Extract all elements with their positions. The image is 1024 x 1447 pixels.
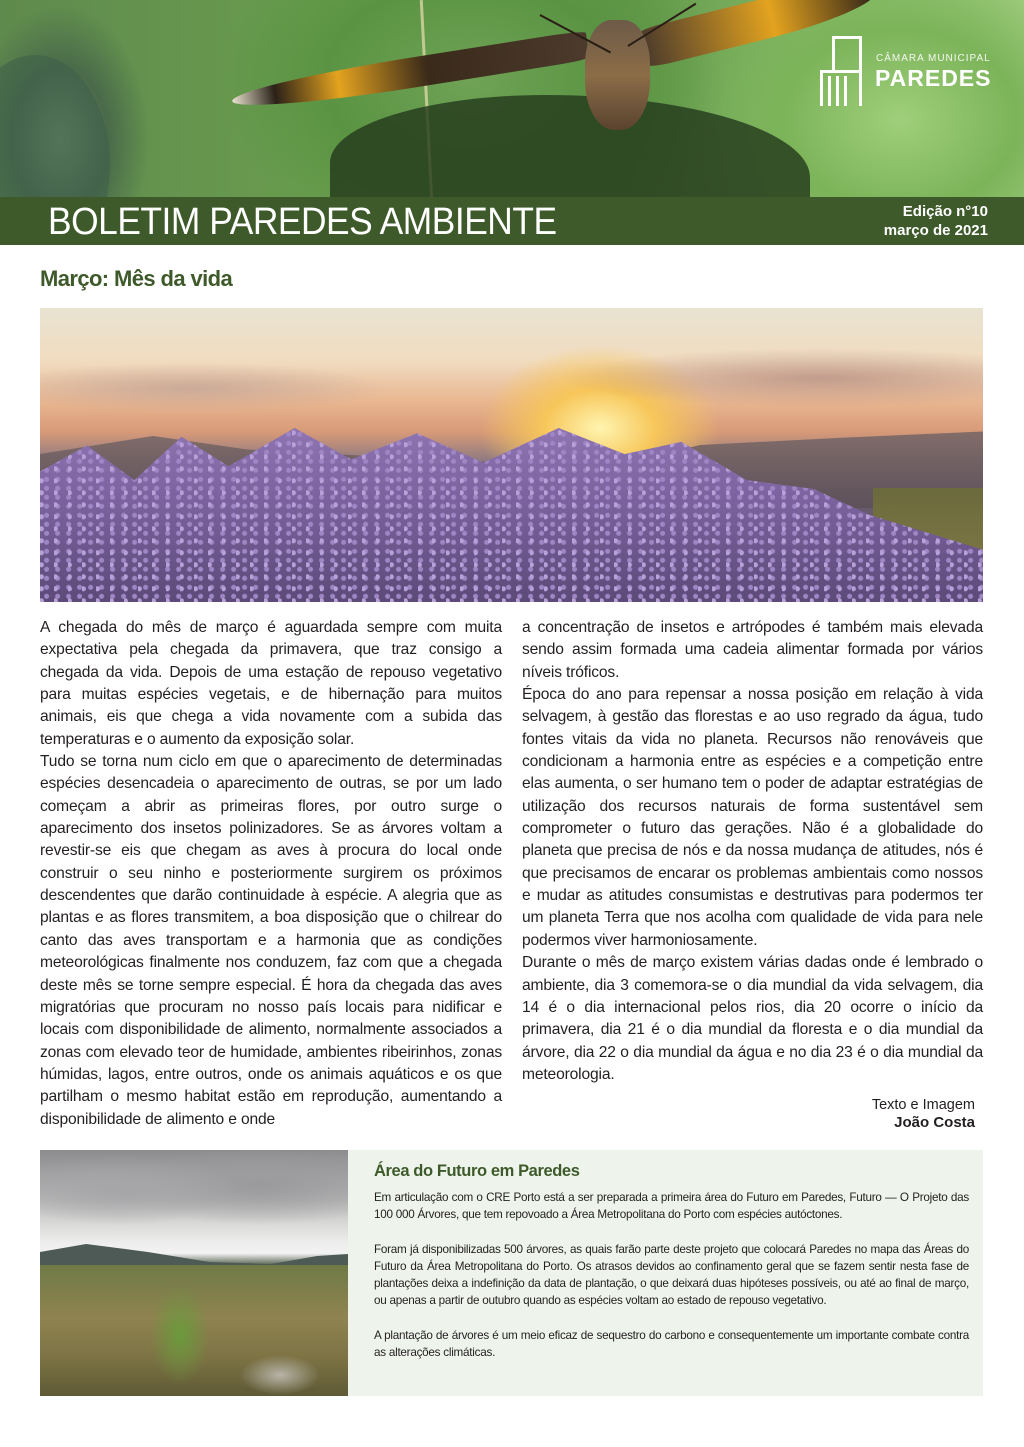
header-photo-butterfly: [0, 0, 1024, 197]
bulletin-title: BOLETIM PAREDES AMBIENTE: [48, 201, 557, 243]
article-column-left: [40, 617, 502, 1131]
logo-title: PAREDES: [875, 65, 992, 91]
credits-author: João Costa: [894, 1114, 975, 1131]
article-paragraph: a concentração de insetos e artrópodes é também mais elevada sendo assim formada uma cadeia alimentar formada por vários níveis tróficos.: [522, 619, 983, 681]
butterfly-shadow: [330, 95, 810, 197]
edition-number: Edição n°10: [902, 203, 988, 220]
article-paragraph: A chegada do mês de março é aguardada sempre com muita expectativa pela chegada da primavera, que traz consigo a chegada da vida. Depois de uma estação de repouso vegetativo para muitas espécies vegetais, e de hibernação para muitos animais, eis que chega a vida novamente com a subida das temperaturas e o aumento da exposição solar.: [40, 619, 502, 748]
camara-municipal-paredes-logo[interactable]: [820, 36, 1000, 108]
edition-date: março de 2021: [883, 222, 988, 239]
article-credits: [872, 1096, 975, 1132]
article-paragraph: Tudo se torna num ciclo em que o aparecimento de determinadas espécies desencadeia o aparecimento de outras, se por um lado começam a abrir as primeiras flores, por outro surge o aparecimento dos insetos polinizadores. Se as árvores voltam a revestir-se eis que chegam as aves à procura do local onde construir o seu ninho e posteriormente surgirem os próximos descendentes que darão continuidade à espécie. A alegria que as plantas e as flores transmitem, a boa disposição que o chilrear do canto das aves transportam e a harmonia que as condições meteorológicas finalmente nos conduzem, faz com que a chegada deste mês se torne sempre especial. É hora da chegada das aves migratórias que procuram no nosso país locais para nidificar e locais com disponibilidade de alimento, normalmente associados a zonas com elevado teor de humidade, ambientes ribeirinhos, zonas húmidas, lagos, entre outros, onde os animais aquáticos e os que partilham o mesmo habitat estão em reprodução, aumentando a disponibilidade de alimento e onde: [40, 753, 502, 1128]
logo-subtitle: CÂMARA MUNICIPAL: [876, 53, 991, 64]
article-column-right: [522, 617, 983, 1086]
futuro-paragraph: Foram já disponibilizadas 500 árvores, as quais farão parte deste projeto que colocará Paredes no mapa das Áreas do Futuro da Área Metropolitana do Porto. Os atrasos devidos ao confinamento geral que se fazem sentir nesta fase de plantações deixa a indefinição da data de plantação, o que deixará duas hipóteses possíveis, ou até ao final de março, ou apenas a partir de outubro quando as espécies voltam ao estado de repouso vegetativo.: [374, 1242, 969, 1308]
title-band: [0, 197, 1024, 245]
futuro-paragraph: Em articulação com o CRE Porto está a ser preparada a primeira área do Futuro em Paredes, Futuro — O Projeto das 100 000 Árvores, que tem repovoado a Área Metropolitana do Porto com espécies autóctones.: [374, 1191, 969, 1222]
article-paragraph: Época do ano para repensar a nossa posição em relação à vida selvagem, à gestão das florestas e ao uso regrado da água, tudo fontes vitais da vida no planeta. Recursos não renováveis que condicionam a harmonia entre as espécies e a competição entre elas aumenta, o ser humano tem o poder de adaptar estratégias de utilização dos recursos naturais de forma sustentável sem comprometer o futuro das gerações. Não é a globalidade do planeta que precisa de nós e da nossa mudança de atitudes, nós é que precisamos de encarar os problemas ambientais como nossos e mudar as atitudes consumistas e destrutivas para podermos ter um planeta Terra que nos acolha com qualidade de vida para nele podermos viver harmoniosamente.: [522, 686, 983, 949]
credits-label: Texto e Imagem: [871, 1097, 975, 1113]
article-title: Março: Mês da vida: [40, 266, 233, 291]
field-landscape-photo: [40, 1150, 348, 1396]
background-foliage: [0, 55, 110, 197]
edition-info: [884, 202, 988, 240]
area-do-futuro-box: [348, 1150, 983, 1396]
photo-clouds: [40, 1150, 348, 1225]
futuro-paragraph: A plantação de árvores é um meio eficaz de sequestro do carbono e consequentemente um importante combate contra as alterações climáticas.: [374, 1328, 969, 1360]
photo-scrubland: [40, 1265, 348, 1396]
heather-sunset-photo: [40, 308, 983, 602]
paredes-chair-logo-icon: [820, 36, 870, 106]
photo-clouds: [40, 338, 983, 418]
futuro-title: Área do Futuro em Paredes: [374, 1162, 580, 1180]
article-paragraph: Durante o mês de março existem várias dadas onde é lembrado o ambiente, dia 3 comemora-se o dia mundial da vida selvagem, dia 14 é o dia internacional pelos rios, dia 20 ocorre o início da primavera, dia 21 é o dia mundial da floresta e o dia mundial da árvore, dia 22 o dia mundial da água e no dia 23 é o dia mundial da meteorologia.: [522, 954, 983, 1083]
